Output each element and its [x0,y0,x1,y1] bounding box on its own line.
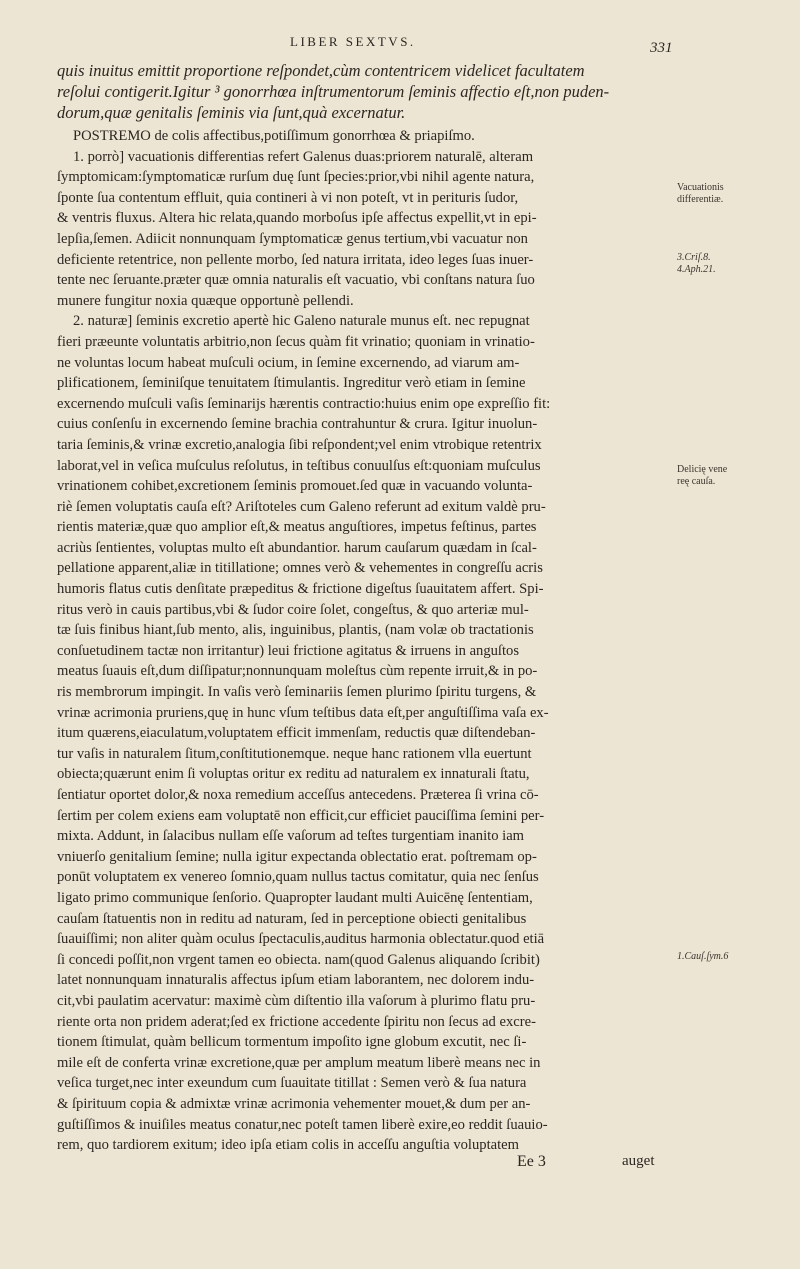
text-line: riente orta non pridem aderat;ſed ex frictione accedente ſpiritu non ſecus ad excre- [57,1013,536,1030]
text-line: itum quærens,eiaculatum,voluptatem efficit immenſam, reductis quæ diſtendeban- [57,725,536,742]
margin-note-crisis-reference [677,252,797,276]
page-number: 331 [650,40,673,56]
text-line: munere fungitur noxia quæque opportunè pellendi. [57,292,354,309]
text-line: vniuerſo genitalium ſemine; nulla igitur expectanda oblectatio erat. poſtremam op- [57,848,537,865]
margin-note-line: 3.Criſ.8. [677,252,711,263]
text-line: veſica turget,nec inter exeundum cum ſuauitate titillat : Semen verò & ſua natura [57,1075,527,1092]
text-line: ne voluntas locum habeat muſculi ocium, in ſemine excernendo, ad viarum am- [57,354,520,371]
text-line: POSTREMO de colis affectibus,potiſſimum gonorrhœa & priapiſmo. [73,128,475,144]
text-line: pellatione apparent,aliæ in titillatione; omnes verò & vehementes in congreſſu acris [57,560,543,577]
text-line: ris membrorum impingit. In vaſis verò ſeminariis ſemen plurimo ſpiritu turgens, & [57,684,537,701]
text-line: humoris flatus cutis denſitate præpeditus & frictione digeſtus ſuauitatem affert. Spi- [57,581,544,598]
text-line: rem, quo tardiorem exitum; ideo ipſa etiam colis in acceſſu anguſtia voluptatem [57,1137,519,1154]
text-line: conſuetudinem tactæ non irritantur) leui frictione agitatus & irruens in anguſtos [57,642,520,659]
text-line: ſi concedi poſſit,non vrgent tamen eo obiecta. nam(quod Galenus aliquando ſcribit) [57,951,540,968]
margin-note-line: reę cauſa. [677,476,716,487]
text-line: mile eſt de conferta vrinæ excretione,quæ per amplum meatum liberè means nec in [57,1054,541,1071]
text-line: ſentiatur oportet dolor,& noxa remedium acceſſus antecedens. Præterea ſi vrina cō- [57,787,539,803]
text-line: vrinationem cohibet,excretionem ſeminis promouet.ſed quæ in vacuando volunta- [57,478,533,495]
text-line: quis inuitus emittit proportione reſpondet,cùm contentricem videlicet facultatem [57,61,585,80]
text-line: tionem ſtimulat, quàm bellicum tormentum impoſito igne globum excutit, nec ſi- [57,1034,527,1051]
text-line: guſtiſſimos & inuiſiles meatus conatur,nec poteſt tamen liberè exire,eo reddit ſuauio- [57,1116,548,1133]
text-line: 1. porrò] vacuationis differentias refert Galenus duas:priorem naturalē, alteram [73,148,534,165]
text-line: lepſia,ſemen. Adiicit nonnunquam ſymptomaticæ genus tertium,vbi vacuatur non [57,230,528,247]
margin-note-line: Vacuationis [677,182,724,193]
page-footer [0,1153,800,1175]
margin-note-vacuationis [677,182,797,206]
italic-passage [57,60,662,123]
page-header [0,34,800,56]
text-line: laborat,vel in veſica muſculus reſolutus, in teſtibus conuulſus eſt:quoniam muſculus [57,457,541,474]
margin-note-line: 4.Aph.21. [677,264,716,275]
text-line: cauſam ſtatuentis non in reditu ad naturam, ſed in perceptione obiecti genitalibus [57,910,527,927]
text-line: ponūt voluptatem ex venereo ſomnio,quam nullus tactus comitatur, quia nec ſenſus [57,869,539,886]
text-line: ritus verò in cauis partibus,vbi & ſudor coire ſolet, congeſtus, & quo arteriæ mul- [57,601,529,618]
text-line: latet nonnunquam innaturalis affectus ipſum etiam laborantem, nec dolorem indu- [57,972,535,989]
commentary-passage [57,126,662,1156]
text-line: meatus ſuauis eſt,dum diſſipatur;nonnunquam moleſtus cùm repente irruit,& in po- [57,663,538,680]
margin-note-line: differentiæ. [677,194,724,205]
main-text-block [57,60,662,1156]
text-line: plificationem, ſeminiſque tenuitatem ſtimulantis. Ingreditur verò etiam in ſemine [57,375,526,392]
text-line: ſertim per colem exiens eam voluptatē non efficit,cur efficiet pauciſſima ſemini per- [57,807,545,824]
text-line: dorum,quæ genitalis ſeminis via ſunt,quà excernatur. [57,103,406,122]
text-line: 2. naturæ] ſeminis excretio apertè hic Galeno naturale munus eſt. nec repugnat [73,313,530,330]
catchword: auget [622,1153,655,1169]
text-line: ſymptomicam:ſymptomaticæ rurſum duę ſunt ſpecies:prior,vbi nihil agente natura, [57,169,535,186]
margin-note-line: 1.Cauſ.ſym.6 [677,951,729,962]
text-line: ſuauiſſimi; non aliter quàm oculus ſpectaculis,auditus harmonia oblectatur.quod etiā [57,931,545,948]
margin-note-deliciae [677,464,797,488]
text-line: acriùs ſentientes, voluptas multo eſt abundantior. harum cauſarum quædam in ſcal- [57,539,537,556]
text-line: fieri præeunte voluntatis arbitrio,non ſecus quàm fit vrinatio; quoniam in vrinatio- [57,333,535,350]
text-line: mixta. Addunt, in ſalacibus nullam eſſe vaſorum ad teſtes turgentiam inanito iam [57,828,525,845]
margin-note-causae-reference [677,951,797,963]
text-line: obiecta;quærunt enim ſi voluptas oritur ex reditu ad naturalem ex innaturali ſtatu, [57,766,530,783]
signature-mark: Ee 3 [517,1153,546,1170]
text-line: cuius conſenſu in excernendo ſemine brachia contrahuntur & crura. Igitur inuolun- [57,416,538,433]
text-line: tente nec ſeruante.præter quæ omnia naturalis eſt vacuatio, vbi conſtans natura ſuo [57,272,535,289]
text-line: vrinæ acrimonia pruriens,quę in hunc vſum teſtibus data eſt,per anguſtiſſima vaſa ex- [57,704,549,721]
text-line: deficiente retentrice, non pellente morbo, ſed natura irritata, ideo leges ſuas inuer- [57,251,534,268]
text-line: taria ſeminis,& vrinæ excretio,analogia ſibi reſpondent;vel enim vtrobique retentrix [57,436,542,453]
text-line: excernendo muſculi vaſis ſeminarijs hærentis contractio:huius enim ope expreſſio fit: [57,395,551,412]
text-line: ligato primo communique ſenſorio. Quapropter laudant multi Auicēnę ſententiam, [57,889,533,906]
text-line: rientis materiæ,quæ quo amplior eſt,& meatus anguſtiores, impetus feſtinus, partes [57,519,537,536]
text-line: & ventris fluxus. Altera hic relata,quando morboſus ipſe affectus expellit,vt in epi- [57,210,537,227]
text-line: riè ſemen voluptatis cauſa eſt? Ariſtoteles cum Galeno referunt ad exitum valdè pru- [57,498,546,515]
text-line: cit,vbi paulatim acervatur: maximè cùm diſtentio illa vaſorum à plurimo flatu pru- [57,992,536,1009]
margin-note-line: Delicię vene [677,464,728,475]
text-line: tæ ſuis finibus hiant,ſub mento, alis, inguinibus, plantis, (nam volæ ob tractationis [57,622,534,639]
text-line: ſponte ſua contentum effluit, quia contineri à vi non poteſt, vt in perituris ſudor, [57,189,519,206]
text-line: tur vaſis in naturalem ſitum,conſtitutionemque. neque hanc rationem vlla euertunt [57,745,532,762]
running-head: LIBER SEXTVS. [290,34,416,49]
text-line: reſolui contigerit.Igitur ³ gonorrhœa inſtrumentorum ſeminis affectio eſt,non puden- [57,82,610,101]
text-line: & ſpirituum copia & admixtæ vrinæ acrimonia vehementer mouet,& dum per an- [57,1095,531,1112]
